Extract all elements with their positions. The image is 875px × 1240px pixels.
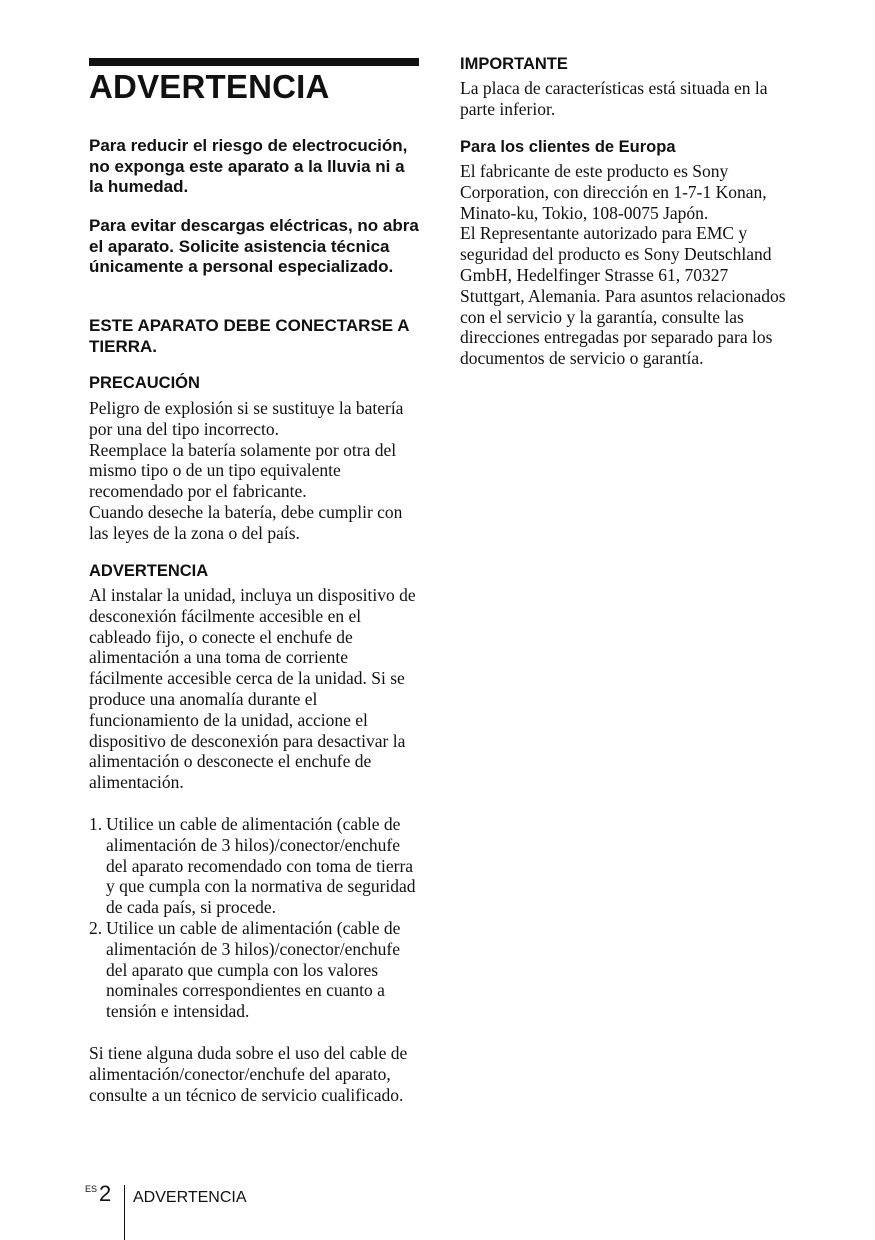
importante-heading: IMPORTANTE [460,55,568,73]
europa-heading: Para los clientes de Europa [460,138,676,156]
precaucion-heading: PRECAUCIÓN [89,374,200,392]
precaucion-text [89,398,419,544]
europa-paragraph: El Representante autorizado para EMC y seguridad del producto es Sony Deutschland GmbH, Hedelfinger Strasse 61, 70327 Stuttgart, Alemania. Para asuntos relacionados con el servicio y la garantía, consulte las direcciones entregadas por separado para los documentos de servicio o garantía. [460,223,786,369]
list-item: 2. Utilice un cable de alimentación (cable de alimentación de 3 hilos)/conector/enchufe del aparato que cumpla con los valores nominales correspondientes en cuanto a tensión e intensidad. [89,917,401,1022]
warning-do-not-open: Para evitar descargas eléctricas, no abra el aparato. Solicite asistencia técnica únicamente a personal especializado. [89,216,419,276]
precaucion-line: Peligro de explosión si se sustituye la batería por una del tipo incorrecto. [89,398,404,439]
advertencia-heading: ADVERTENCIA [89,562,209,580]
footer-section-label: ADVERTENCIA [133,1189,247,1206]
footer-divider [124,1185,125,1240]
warning-ground: ESTE APARATO DEBE CONECTARSE A TIERRA. [89,316,409,356]
page-title: ADVERTENCIA [89,68,330,105]
europa-paragraph: El fabricante de este producto es Sony Corporation, con dirección en 1-7-1 Konan, Minato-ku, Tokio, 108-0075 Japón. [460,161,767,223]
page-number: 2 [99,1181,112,1206]
footer-language-code: ES [85,1184,98,1194]
precaucion-line: Reemplace la batería solamente por otra del mismo tipo o de un tipo equivalente recomendado por el fabricante. [89,439,397,502]
advertencia-closing: Si tiene alguna duda sobre el uso del cable de alimentación/conector/enchufe del aparato, consulte a un técnico de servicio cualificado. [89,1043,408,1105]
advertencia-intro: Al instalar la unidad, incluya un dispositivo de desconexión fácilmente accesible en el cableado fijo, o conecte el enchufe de alimentación a una toma de corriente fácilmente accesible cerca de la unidad. Si se produce una anomalía durante el funcionamiento de la unidad, accione el dispositivo de desconexión para desactivar la alimentación o desconecte el enchufe de alimentación. [89,585,416,793]
cable-requirements-list [89,814,419,1022]
europa-text [460,161,795,369]
warning-rain-humidity: Para reducir el riesgo de electrocución, no exponga este aparato a la lluvia ni a la humedad. [89,136,408,196]
list-item: 1. Utilice un cable de alimentación (cable de alimentación de 3 hilos)/conector/enchufe del aparato recomendado con toma de tierra y que cumpla con la normativa de seguridad de cada país, si procede. [89,814,416,918]
title-rule [89,58,419,66]
precaucion-line: Cuando deseche la batería, debe cumplir con las leyes de la zona o del país. [89,501,403,543]
importante-text: La placa de características está situada en la parte inferior. [460,78,768,119]
